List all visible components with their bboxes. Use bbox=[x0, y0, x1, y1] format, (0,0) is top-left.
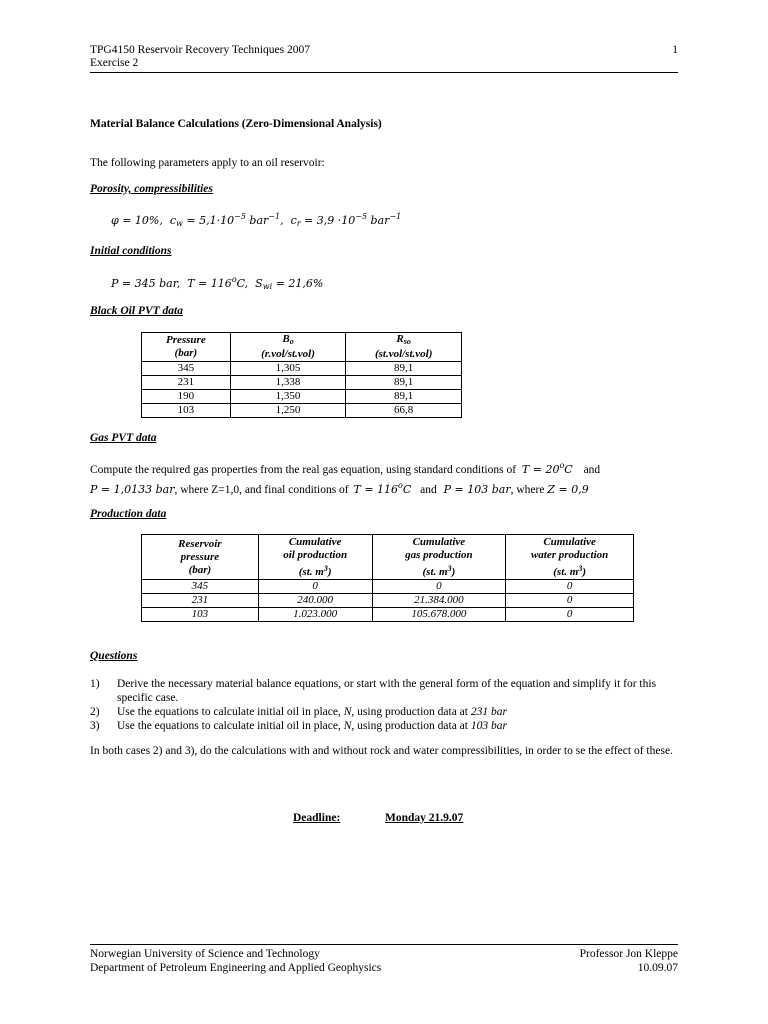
table-cell: 231 bbox=[142, 594, 259, 608]
col-line: (st. m bbox=[298, 565, 324, 578]
table-cell: 190 bbox=[142, 390, 231, 404]
cw-value: = 5,1·10 bbox=[182, 214, 235, 227]
col-line: ) bbox=[451, 565, 456, 578]
porosity-formula: φ = 10%, $c_w = 5,1\cdot 10^{-5}$ bar$^{-1}$, $c_r = 3,9 \cdot 10^{-5}$ bar$^{-1}$ bbox=[111, 212, 402, 228]
table-row bbox=[142, 404, 462, 418]
col-line: Cumulative bbox=[288, 535, 342, 548]
table-cell: 66,8 bbox=[346, 404, 462, 418]
math-text: T = 20 bbox=[521, 463, 560, 476]
saturation-subscript: wi bbox=[262, 282, 273, 291]
initial-pressure: P = 345 bar bbox=[111, 277, 177, 290]
questions-heading: Questions bbox=[90, 650, 138, 662]
saturation-value: = 21,6% bbox=[272, 277, 324, 290]
table-cell: 345 bbox=[142, 362, 231, 376]
pvt-heading: Black Oil PVT data bbox=[90, 305, 183, 317]
table-cell: 0 bbox=[506, 608, 634, 622]
cw-unit-exponent: −1 bbox=[268, 212, 281, 221]
table-cell: 240.000 bbox=[258, 594, 372, 608]
question-variable: N bbox=[343, 720, 352, 732]
cr-subscript: r bbox=[296, 219, 301, 228]
pvt-col-subscript: o bbox=[289, 337, 294, 346]
footer-rule bbox=[90, 944, 678, 945]
table-cell: 231 bbox=[142, 376, 231, 390]
question-number: 1) bbox=[90, 678, 100, 690]
gas-std-pressure: P = 1,0133 bar bbox=[90, 483, 175, 496]
question-text bbox=[117, 719, 677, 733]
table-cell: 89,1 bbox=[346, 362, 462, 376]
question-text: Derive the necessary material balance equations, or start with the general form of the equation and simplify it for this specific case. bbox=[117, 678, 657, 704]
footer-university: Norwegian University of Science and Technology bbox=[90, 948, 320, 960]
question-3 bbox=[90, 719, 680, 733]
pvt-col-line2: (st.vol/st.vol) bbox=[374, 348, 433, 360]
table-row bbox=[142, 580, 634, 594]
cw-unit: bar bbox=[245, 214, 269, 227]
pvt-col-line2: (r.vol/st.vol) bbox=[261, 348, 315, 360]
page-number: 1 bbox=[672, 44, 678, 56]
gas-final-temperature bbox=[354, 483, 412, 496]
pvt-header-row bbox=[142, 333, 462, 362]
pvt-col-bo bbox=[230, 333, 346, 362]
table-cell: 0 bbox=[506, 594, 634, 608]
question-text-part: Use the equations to calculate initial oil in place, bbox=[117, 720, 344, 732]
pvt-col-subscript: so bbox=[403, 337, 411, 346]
col-line: Reservoir bbox=[178, 537, 222, 550]
pvt-table bbox=[141, 332, 462, 418]
col-superscript: 3 bbox=[323, 563, 328, 573]
cw-exponent: −5 bbox=[234, 212, 246, 221]
table-row bbox=[142, 608, 634, 622]
table-cell: 1,250 bbox=[230, 404, 346, 418]
question-value: 231 bar bbox=[470, 706, 507, 718]
table-row bbox=[142, 376, 462, 390]
saturation-symbol: S bbox=[255, 277, 263, 290]
degree-mark: o bbox=[231, 275, 237, 284]
cw-subscript: w bbox=[176, 219, 183, 228]
gas-line-2 bbox=[90, 481, 589, 496]
table-cell: 89,1 bbox=[346, 390, 462, 404]
temperature-unit: C bbox=[402, 483, 412, 496]
cr-value: = 3,9 ·10 bbox=[300, 214, 356, 227]
initial-heading: Initial conditions bbox=[90, 245, 172, 257]
pvt-col-line1: Pressure bbox=[165, 334, 206, 346]
col-line: Cumulative bbox=[543, 535, 596, 548]
col-line: ) bbox=[327, 565, 332, 578]
table-cell: 103 bbox=[142, 608, 259, 622]
table-cell: 0 bbox=[372, 580, 506, 594]
degree-mark: o bbox=[559, 461, 565, 470]
questions-note bbox=[90, 744, 680, 758]
table-cell: 1.023.000 bbox=[258, 608, 372, 622]
footer-department: Department of Petroleum Engineering and Applied Geophysics bbox=[90, 962, 382, 974]
footer-date: 10.09.07 bbox=[637, 962, 678, 974]
question-number: 3) bbox=[90, 720, 100, 732]
production-col-oil bbox=[258, 535, 372, 580]
col-line: (st. m bbox=[422, 565, 448, 578]
col-line: oil production bbox=[283, 548, 348, 561]
col-line: (st. m bbox=[553, 565, 579, 578]
question-text bbox=[117, 705, 677, 719]
col-line: (bar) bbox=[188, 563, 212, 576]
cr-unit-exponent: −1 bbox=[389, 212, 402, 221]
table-row bbox=[142, 594, 634, 608]
table-cell: 21.384.000 bbox=[372, 594, 506, 608]
document-title: Material Balance Calculations (Zero-Dimensional Analysis) bbox=[90, 118, 382, 130]
production-table bbox=[141, 534, 634, 622]
table-cell: 1,350 bbox=[230, 390, 346, 404]
table-cell: 1,338 bbox=[230, 376, 346, 390]
note-text: In both cases 2) and 3), do the calculations with and without rock and water compressibilities, in order to se the effect of these. bbox=[90, 745, 673, 757]
question-text-part: , using production data at bbox=[351, 720, 471, 732]
deadline-label: Deadline: bbox=[293, 812, 341, 824]
col-line: water production bbox=[530, 548, 609, 561]
table-row bbox=[142, 362, 462, 376]
gas-text: , where bbox=[510, 484, 545, 496]
question-1 bbox=[90, 677, 680, 705]
production-heading: Production data bbox=[90, 508, 167, 520]
initial-formula: P = 345 bar, $T = 116^oC$, $S_{wi} = 21,6\%$ bbox=[111, 275, 324, 291]
production-col-gas bbox=[372, 535, 506, 580]
production-header-row bbox=[142, 535, 634, 580]
gas-text: Compute the required gas properties from the real gas equation, using standard conditions of bbox=[90, 464, 517, 476]
table-row bbox=[142, 390, 462, 404]
gas-and: and bbox=[583, 464, 601, 476]
math-text: T = 116 bbox=[353, 483, 399, 496]
gas-text: , where Z=1,0, and final conditions of bbox=[174, 484, 349, 496]
cr-exponent: −5 bbox=[355, 212, 368, 221]
intro-text: The following parameters apply to an oil reservoir: bbox=[90, 157, 325, 169]
table-cell: 0 bbox=[506, 580, 634, 594]
porosity-heading: Porosity, compressibilities bbox=[90, 183, 213, 195]
header-exercise: Exercise 2 bbox=[90, 57, 139, 69]
pvt-col-rso bbox=[346, 333, 462, 362]
question-value: 103 bar bbox=[470, 720, 507, 732]
col-superscript: 3 bbox=[578, 563, 583, 573]
table-cell: 0 bbox=[258, 580, 372, 594]
header-rule bbox=[90, 72, 678, 73]
question-2 bbox=[90, 705, 680, 719]
temperature-unit: C bbox=[236, 277, 245, 290]
col-superscript: 3 bbox=[447, 563, 452, 573]
gas-std-temperature bbox=[522, 463, 573, 476]
gas-final-pressure: P = 103 bar bbox=[443, 483, 511, 496]
col-line: gas production bbox=[405, 548, 473, 561]
gas-line-1 bbox=[90, 461, 600, 476]
question-text-part: Use the equations to calculate initial oil in place, bbox=[117, 706, 344, 718]
cr-unit: bar bbox=[367, 214, 390, 227]
question-text-part: , using production data at bbox=[351, 706, 471, 718]
production-col-water bbox=[506, 535, 634, 580]
deadline-value: Monday 21.9.07 bbox=[385, 812, 464, 824]
question-number: 2) bbox=[90, 706, 100, 718]
cw-symbol: c bbox=[169, 214, 177, 227]
footer-professor: Professor Jon Kleppe bbox=[579, 948, 678, 960]
col-line: Cumulative bbox=[412, 535, 466, 548]
pvt-col-line1: R bbox=[396, 333, 404, 345]
gas-and: and bbox=[420, 484, 437, 496]
header-course: TPG4150 Reservoir Recovery Techniques 2007 bbox=[90, 44, 310, 56]
table-cell: 105.678.000 bbox=[372, 608, 506, 622]
degree-mark: o bbox=[398, 481, 403, 490]
gas-z-factor: Z = 0,9 bbox=[547, 483, 589, 496]
initial-temperature: T = 116 bbox=[187, 277, 232, 290]
phi-value: φ = 10% bbox=[111, 214, 160, 227]
question-variable: N bbox=[343, 706, 352, 718]
col-line: ) bbox=[582, 565, 586, 578]
cr-symbol: c bbox=[290, 214, 297, 227]
pvt-col-line1: B bbox=[282, 333, 290, 345]
table-cell: 103 bbox=[142, 404, 231, 418]
pvt-col-line2: (bar) bbox=[174, 347, 198, 359]
gas-heading: Gas PVT data bbox=[90, 432, 157, 444]
table-cell: 345 bbox=[142, 580, 259, 594]
pvt-col-pressure bbox=[142, 333, 231, 362]
table-cell: 89,1 bbox=[346, 376, 462, 390]
table-cell: 1,305 bbox=[230, 362, 346, 376]
temperature-unit: C bbox=[564, 463, 573, 476]
production-col-pressure bbox=[142, 535, 259, 580]
col-line: pressure bbox=[180, 550, 220, 563]
